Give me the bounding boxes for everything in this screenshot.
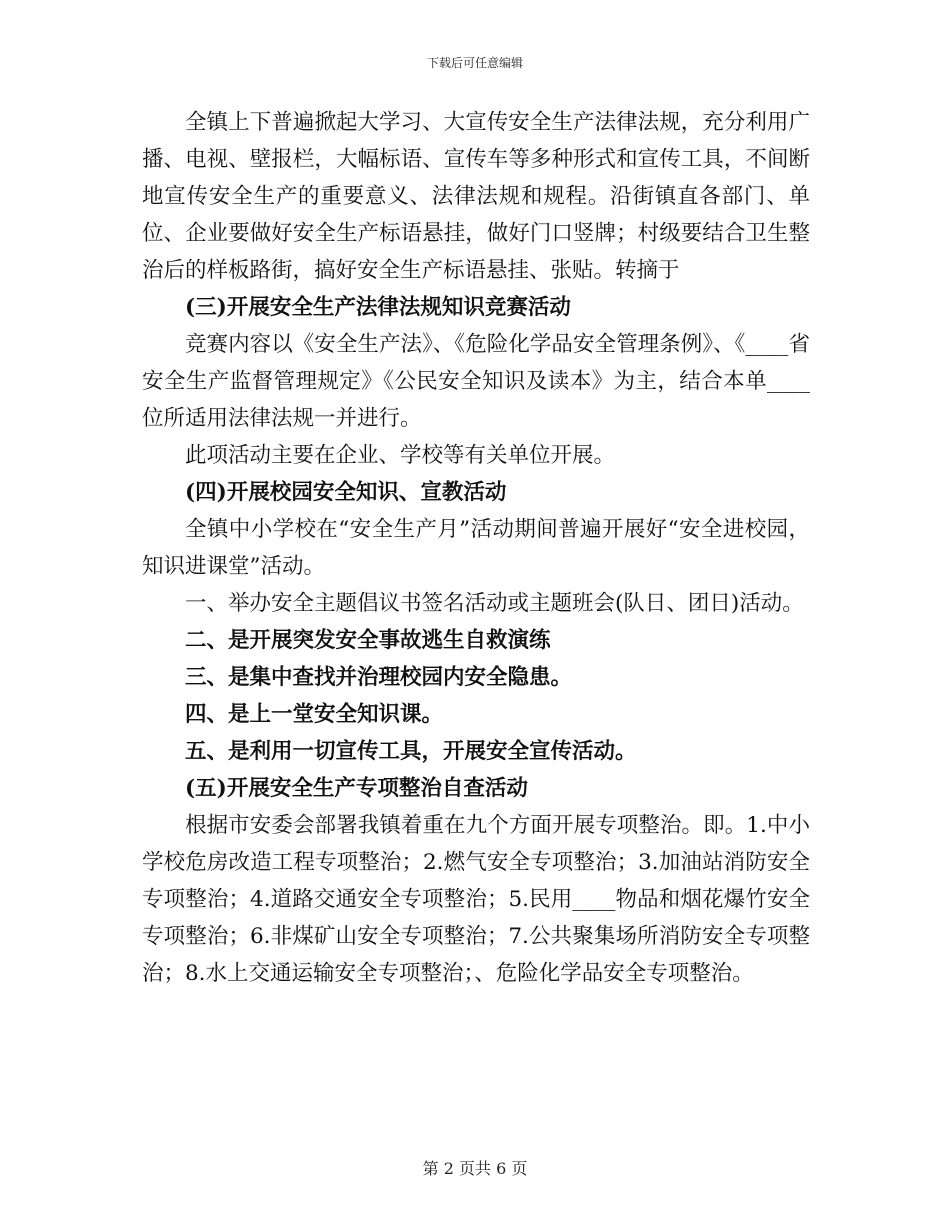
heading-section-4: (四)开展校园安全知识、宣教活动 <box>185 480 507 505</box>
list-item-5: 五、是利用一切宣传工具，开展安全宣传活动。 <box>185 739 637 764</box>
list-item-2: 二、是开展突发安全事故逃生自救演练 <box>185 628 551 653</box>
document-body <box>142 104 810 992</box>
list-item-3: 三、是集中查找并治理校园内安全隐患。 <box>185 665 573 690</box>
paragraph-publicity: 全镇上下普遍掀起大学习、大宣传安全生产法律法规，充分利用广播、电视、壁报栏，大幅标语、宣传车等多种形式和宣传工具，不间断地宣传安全生产的重要意义、法律法规和规程。沿街镇直各部门、单位、企业要做好安全生产标语悬挂，做好门口竖牌；村级要结合卫生整治后的样板路街，搞好安全生产标语悬挂、张贴。转摘于 <box>142 110 810 283</box>
paragraph-school-campaign: 全镇中小学校在“安全生产月”活动期间普遍开展好“安全进校园，知识进课堂”活动。 <box>142 517 810 579</box>
paragraph-special-rectification: 根据市安委会部署我镇着重在九个方面开展专项整治。即。1.中小学校危房改造工程专项整治；2.燃气安全专项整治；3.加油站消防安全专项整治；4.道路交通安全专项整治；5.民用____物品和烟花爆竹安全专项整治；6.非煤矿山安全专项整治；7.公共聚集场所消防安全专项整治；8.水上交通运输安全专项整治；、危险化学品安全专项整治。 <box>142 813 810 986</box>
list-item-4: 四、是上一堂安全知识课。 <box>185 702 444 727</box>
list-item-1: 一、举办安全主题倡议书签名活动或主题班会(队日、团日)活动。 <box>185 591 804 616</box>
heading-section-5: (五)开展安全生产专项整治自查活动 <box>185 776 528 801</box>
page-header: 下载后可任意编辑 <box>426 56 523 70</box>
paragraph-competition-scope: 此项活动主要在企业、学校等有关单位开展。 <box>185 443 616 468</box>
page-footer: 第 2 页共 6 页 <box>422 1159 528 1178</box>
paragraph-competition-content: 竞赛内容以《安全生产法》、《危险化学品安全管理条例》、《____省安全生产监督管理规定》《公民安全知识及读本》为主，结合本单____位所适用法律法规一并进行。 <box>142 332 810 431</box>
heading-section-3: (三)开展安全生产法律法规知识竞赛活动 <box>185 295 571 320</box>
